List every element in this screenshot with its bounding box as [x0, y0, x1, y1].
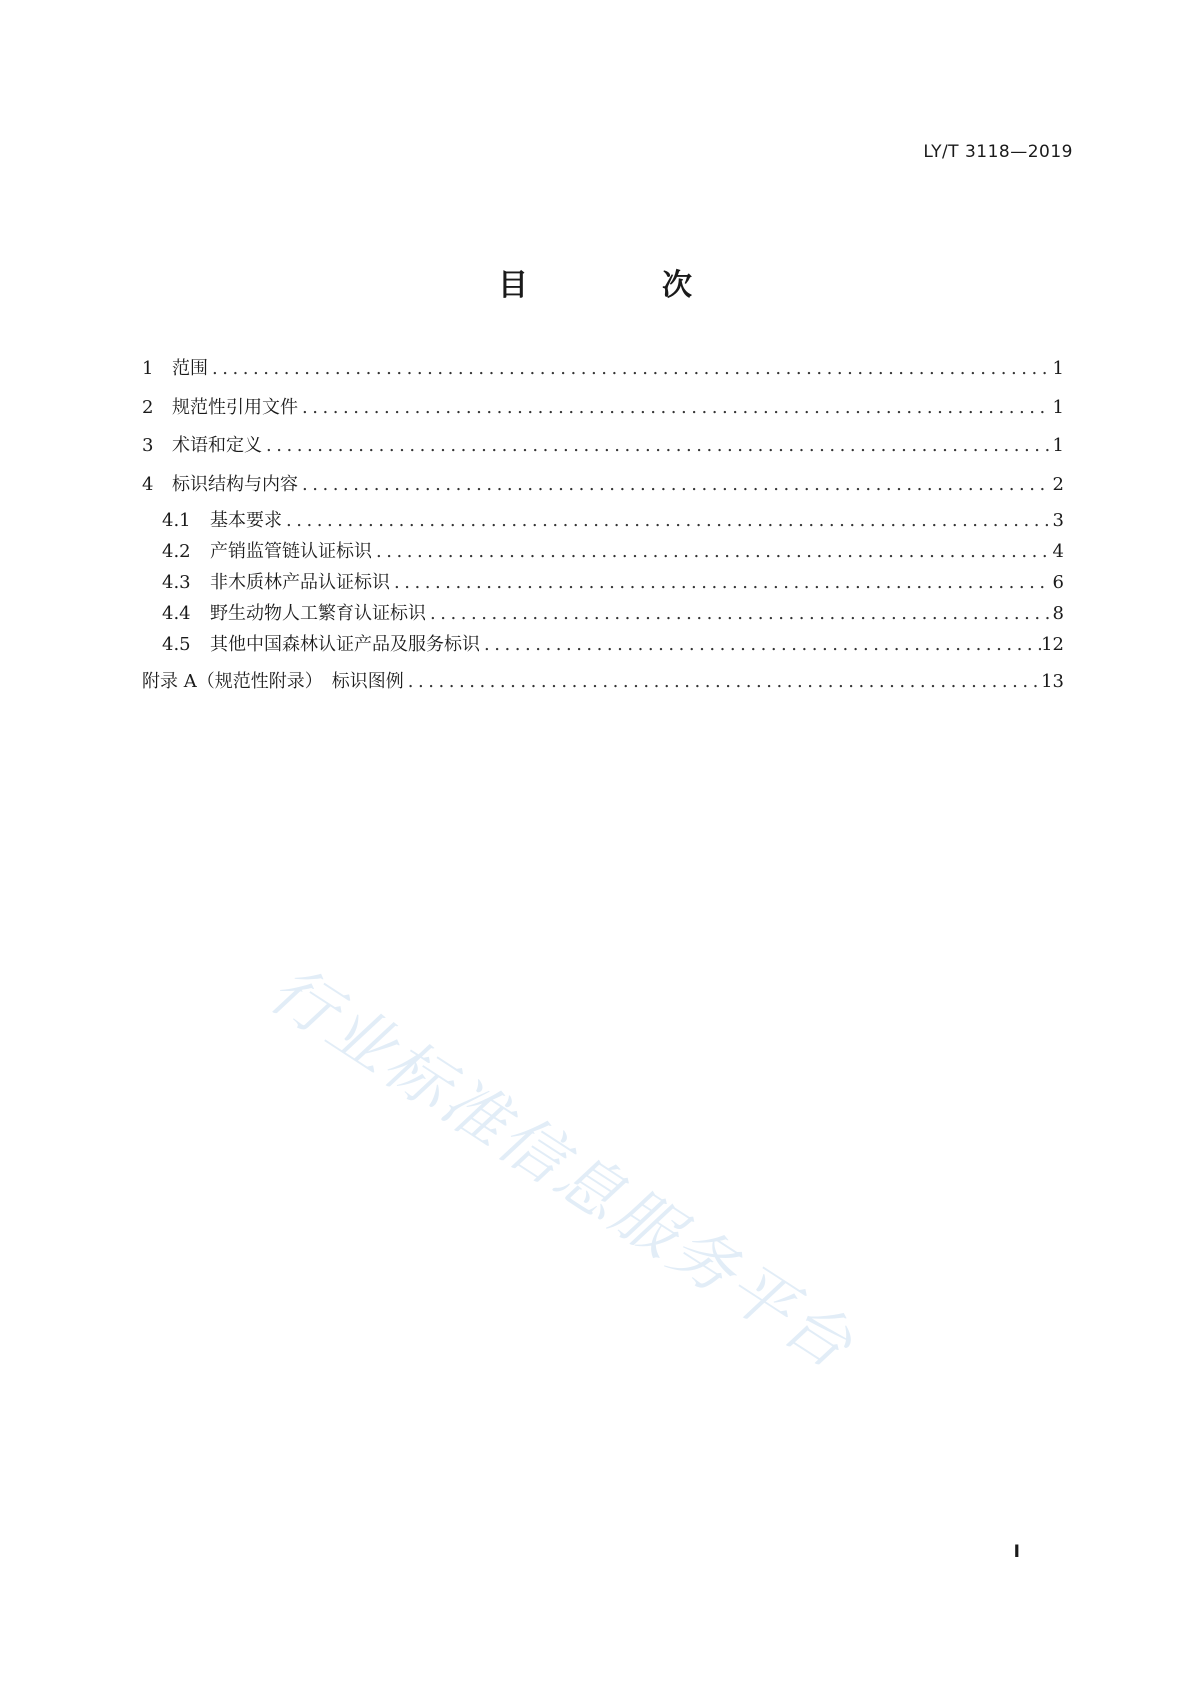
- toc-leader-dots: [480, 634, 1041, 655]
- toc-leader-dots: [298, 474, 1050, 495]
- toc-item-label: 基本要求: [210, 510, 282, 531]
- toc-item-number: 4: [142, 473, 154, 495]
- toc-leader-dots: [298, 397, 1050, 418]
- toc-item-terms-definitions[interactable]: [142, 431, 1064, 470]
- toc-subitem-coc-mark[interactable]: [142, 537, 1064, 568]
- toc-subitem-basic-requirements[interactable]: [142, 506, 1064, 537]
- toc-item-page: 1: [1052, 396, 1064, 418]
- toc-item-page: 4: [1052, 541, 1064, 562]
- toc-item-page: 3: [1052, 510, 1064, 531]
- toc-subitem-ntfp-mark[interactable]: [142, 568, 1064, 599]
- toc-item-label: 范围: [172, 358, 208, 379]
- toc-leader-dots: [282, 510, 1050, 531]
- toc-leader-dots: [390, 572, 1050, 593]
- toc-item-scope[interactable]: [142, 354, 1064, 393]
- toc-item-number: 4.5: [162, 634, 191, 655]
- toc-leader-dots: [426, 603, 1050, 624]
- toc-item-label: 术语和定义: [172, 435, 262, 456]
- toc-item-page: 1: [1052, 358, 1064, 379]
- toc-item-number: 4.1: [162, 510, 191, 531]
- toc-subitem-wildlife-mark[interactable]: [142, 599, 1064, 630]
- toc-item-label: 其他中国森林认证产品及服务标识: [210, 634, 480, 655]
- toc-item-label: 产销监管链认证标识: [210, 541, 372, 562]
- toc-item-annex-a[interactable]: [142, 667, 1064, 706]
- toc-item-number: 3: [142, 435, 154, 456]
- toc-leader-dots: [208, 358, 1050, 379]
- table-of-contents: [142, 354, 1064, 706]
- toc-item-label: 规范性引用文件: [172, 396, 298, 418]
- toc-item-number: 4.3: [162, 572, 191, 593]
- toc-item-label: 附录 A（规范性附录） 标识图例: [142, 671, 404, 692]
- toc-leader-dots: [372, 541, 1050, 562]
- watermark-text: 行业标准信息服务平台: [256, 952, 868, 1385]
- page-title: 目 次: [498, 268, 744, 303]
- toc-item-page: 1: [1052, 435, 1064, 456]
- toc-leader-dots: [262, 435, 1050, 456]
- toc-item-page: 2: [1052, 473, 1064, 495]
- toc-item-label: 标识结构与内容: [172, 473, 298, 495]
- toc-item-label: 非木质林产品认证标识: [210, 572, 390, 593]
- toc-subitem-other-marks[interactable]: [142, 630, 1064, 661]
- toc-item-page: 8: [1052, 603, 1064, 624]
- toc-item-page: 13: [1041, 671, 1064, 692]
- toc-item-normative-references[interactable]: [142, 393, 1064, 432]
- toc-item-page: 12: [1041, 634, 1064, 655]
- toc-item-mark-structure[interactable]: [142, 470, 1064, 509]
- toc-item-number: 1: [142, 358, 154, 379]
- toc-item-number: 2: [142, 396, 154, 418]
- standard-code: LY/T 3118—2019: [923, 142, 1073, 162]
- toc-item-label: 野生动物人工繁育认证标识: [210, 603, 426, 624]
- toc-item-page: 6: [1052, 572, 1064, 593]
- toc-item-number: 4.2: [162, 541, 191, 562]
- toc-leader-dots: [404, 671, 1041, 692]
- toc-item-number: 4.4: [162, 603, 191, 624]
- page-number: I: [1013, 1542, 1020, 1562]
